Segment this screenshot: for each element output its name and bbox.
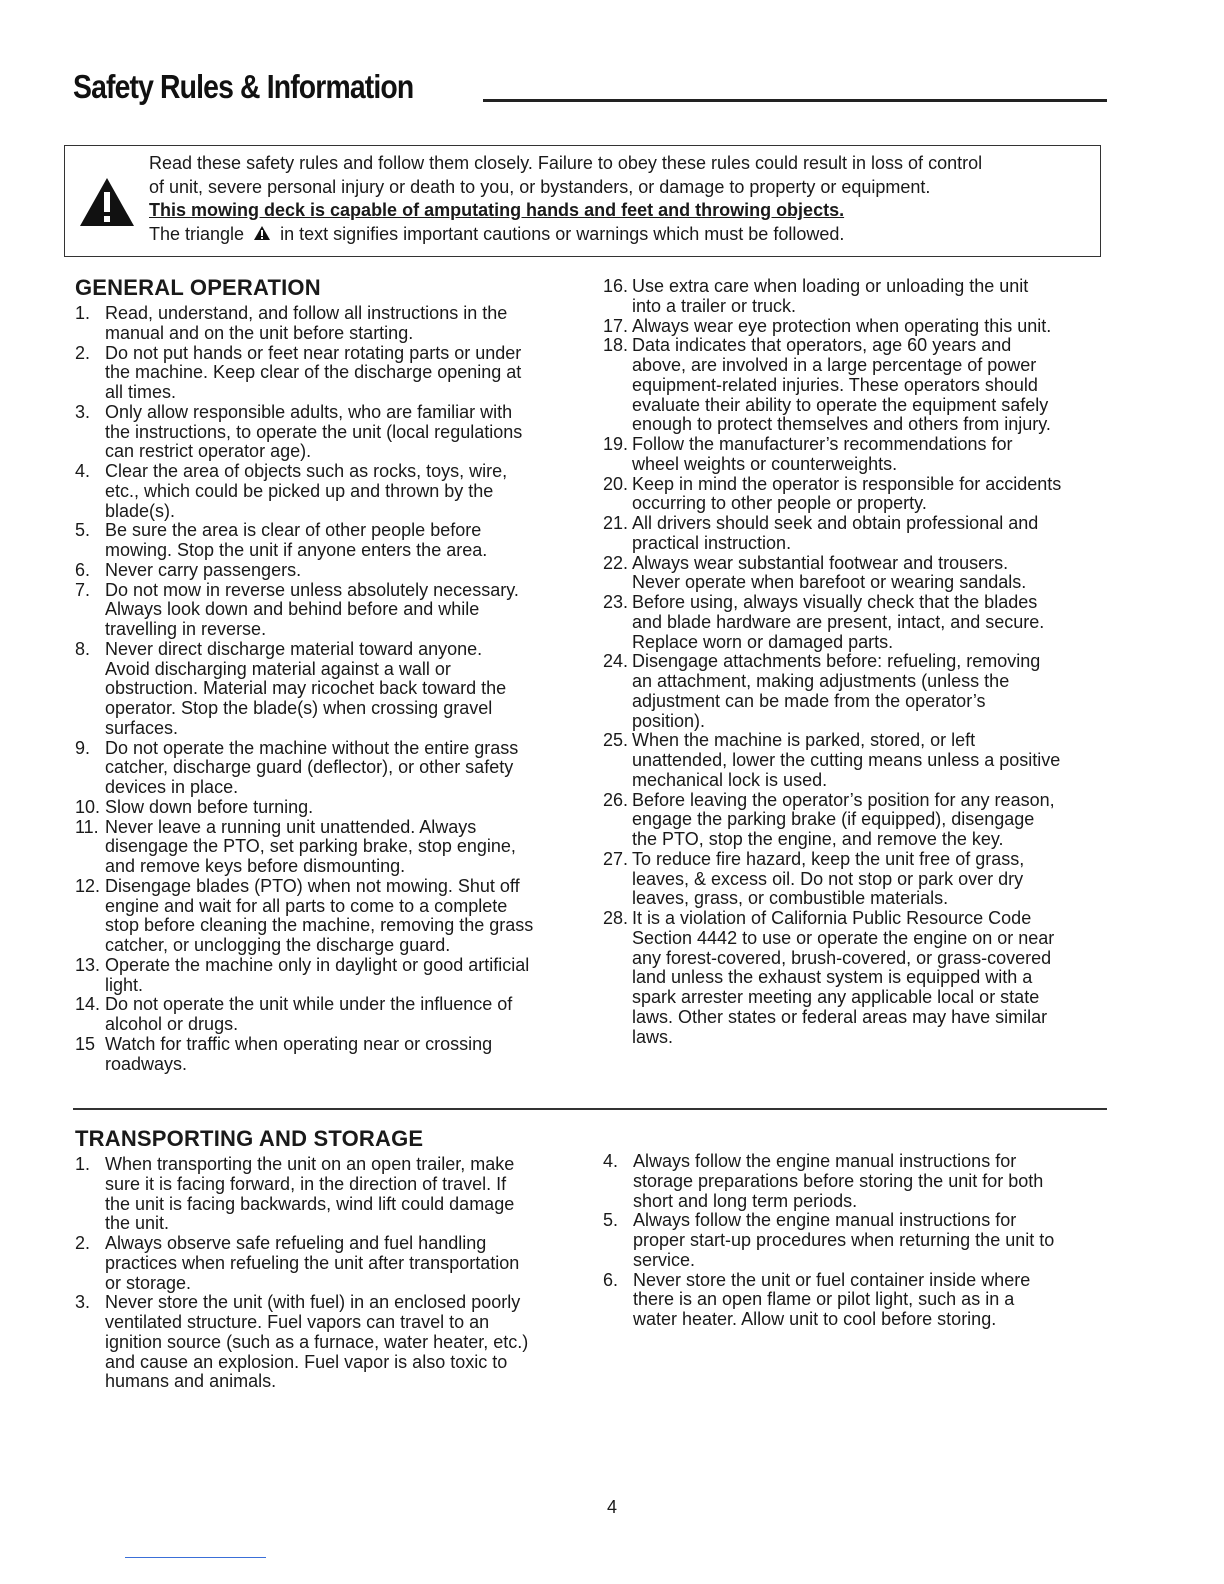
item-line: occurring to other people or property.	[632, 493, 927, 514]
item-text	[105, 403, 580, 462]
item-line: Do not operate the machine without the entire grass	[105, 737, 519, 758]
safety-warning-box	[64, 145, 1101, 257]
item-line: Data indicates that operators, age 60 years and	[632, 335, 1012, 356]
item-number: 5.	[75, 520, 91, 541]
list-item	[603, 514, 1108, 554]
transport-storage-left-column	[75, 1127, 580, 1392]
item-line: Keep in mind the operator is responsible for accidents	[632, 473, 1062, 494]
item-line: practical instruction.	[632, 532, 792, 553]
footer-line	[125, 1557, 266, 1558]
item-number: 6.	[75, 559, 91, 580]
list-item	[603, 336, 1108, 435]
item-line: surfaces.	[105, 717, 179, 738]
item-line: catcher, or unclogging the discharge guard.	[105, 935, 451, 955]
item-number: 24.	[603, 651, 629, 672]
item-line: land unless the exhaust system is equipped with a	[632, 967, 1033, 988]
item-text	[632, 731, 1108, 790]
item-number: 17.	[603, 315, 629, 336]
item-number: 2.	[75, 342, 91, 363]
list-item	[603, 1211, 1108, 1270]
item-line: Before using, always visually check that the blades	[632, 592, 1038, 612]
item-text	[105, 995, 580, 1035]
item-number: 13.	[75, 954, 101, 975]
item-line: Replace worn or damaged parts.	[632, 631, 894, 652]
item-number: 1.	[75, 303, 91, 323]
item-text	[105, 640, 580, 739]
item-number: 8.	[75, 638, 91, 659]
list-item	[603, 1152, 1108, 1211]
item-text	[632, 277, 1108, 317]
item-line: leaves, grass, or combustible materials.	[632, 888, 949, 909]
item-text	[105, 877, 580, 956]
item-text	[633, 1271, 1108, 1330]
item-line: roadways.	[105, 1053, 188, 1074]
item-line: Never store the unit or fuel container inside where	[633, 1269, 1031, 1290]
item-number: 25.	[603, 730, 629, 751]
item-text	[105, 818, 580, 877]
item-line: spark arrester meeting any applicable local or state	[632, 987, 1040, 1007]
item-line: position).	[632, 710, 706, 731]
item-line: an attachment, making adjustments (unless the	[632, 671, 1010, 691]
item-line: unattended, lower the cutting means unless a positive	[632, 750, 1061, 770]
item-line: there is an open flame or pilot light, such as in a	[633, 1289, 1015, 1310]
list-item	[75, 1155, 580, 1234]
triangle-note-post: in text signifies important cautions or warnings which must be followed.	[280, 223, 845, 244]
item-line: Read, understand, and follow all instructions in the	[105, 303, 508, 323]
item-line: stop before cleaning the machine, removing the grass	[105, 915, 534, 936]
item-line: Never leave a running unit unattended. Always	[105, 816, 477, 837]
general-operation-heading: GENERAL OPERATION	[75, 275, 321, 300]
item-line: Always observe safe refueling and fuel handling	[105, 1233, 487, 1253]
list-item	[75, 462, 580, 521]
item-line: alcohol or drugs.	[105, 1014, 239, 1034]
item-line: Never store the unit (with fuel) in an enclosed poorly	[105, 1292, 521, 1313]
item-line: Always wear substantial footwear and trousers.	[632, 552, 1009, 573]
list-item	[603, 850, 1108, 909]
item-line: laws. Other states or federal areas may have similar	[632, 1006, 1048, 1027]
list-item	[75, 1035, 580, 1075]
item-text	[632, 791, 1108, 850]
item-line: Do not put hands or feet near rotating parts or under	[105, 342, 522, 363]
item-number: 1.	[75, 1154, 91, 1174]
item-text	[105, 1234, 580, 1293]
item-number: 26.	[603, 789, 629, 810]
list-item	[75, 798, 580, 818]
list-item	[75, 818, 580, 877]
warning-triangle-icon	[78, 176, 136, 228]
item-number: 27.	[603, 848, 629, 869]
warning-line-2: of unit, severe personal injury or death to you, or bystanders, or damage to property or equipment.	[149, 176, 931, 197]
item-text	[632, 435, 1108, 475]
item-line: evaluate their ability to operate the equipment safely	[632, 394, 1049, 415]
list-item	[75, 877, 580, 956]
list-item	[603, 652, 1108, 731]
item-line: Never operate when barefoot or wearing sandals.	[632, 572, 1027, 593]
section-divider	[73, 1108, 1107, 1110]
item-line: Avoid discharging material against a wall or	[105, 658, 451, 679]
item-text	[632, 593, 1108, 652]
item-line: the PTO, stop the engine, and remove the key.	[632, 829, 1004, 849]
transport-storage-heading: TRANSPORTING AND STORAGE	[75, 1126, 424, 1151]
item-text	[632, 850, 1108, 909]
item-line: equipment-related injuries. These operators should	[632, 374, 1038, 395]
item-line: mowing. Stop the unit if anyone enters the area.	[105, 540, 488, 560]
item-text	[105, 1035, 580, 1075]
list-item	[75, 561, 580, 581]
list-item	[603, 475, 1108, 515]
item-line: Operate the machine only in daylight or good artificial	[105, 954, 530, 975]
list-item	[75, 739, 580, 798]
item-line: water heater. Allow unit to cool before storing.	[633, 1309, 997, 1329]
item-line: manual and on the unit before starting.	[105, 322, 414, 343]
item-line: Do not operate the unit while under the influence of	[105, 994, 513, 1015]
item-text	[632, 554, 1108, 594]
item-line: engage the parking brake (if equipped), disengage	[632, 809, 1035, 830]
list-item	[603, 731, 1108, 790]
item-line: Only allow responsible adults, who are familiar with	[105, 401, 513, 422]
item-line: service.	[633, 1249, 696, 1270]
item-number: 2.	[75, 1233, 91, 1253]
list-item	[603, 791, 1108, 850]
item-text	[632, 336, 1108, 435]
item-text	[105, 561, 580, 581]
item-line: above, are involved in a large percentage of power	[632, 355, 1037, 375]
item-line: humans and animals.	[105, 1371, 277, 1392]
item-number: 23.	[603, 592, 629, 612]
item-number: 10.	[75, 796, 101, 817]
item-number: 15	[75, 1033, 96, 1054]
item-line: the instructions, to operate the unit (local regulations	[105, 421, 523, 442]
item-text	[105, 798, 580, 818]
item-line: ventilated structure. Fuel vapors can travel to an	[105, 1312, 490, 1332]
item-line: Clear the area of objects such as rocks, toys, wire,	[105, 461, 508, 481]
item-line: It is a violation of California Public Resource Code	[632, 908, 1032, 928]
item-line: Watch for traffic when operating near or crossing	[105, 1033, 493, 1054]
warning-text	[149, 152, 1089, 246]
item-line: adjustment can be made from the operator’s	[632, 690, 986, 711]
item-number: 16.	[603, 276, 629, 296]
list-item	[603, 554, 1108, 594]
item-number: 4.	[75, 461, 91, 481]
item-number: 5.	[603, 1210, 619, 1231]
item-line: To reduce fire hazard, keep the unit free of grass,	[632, 848, 1025, 869]
item-line: Section 4442 to use or operate the engine on or near	[632, 927, 1055, 948]
item-line: catcher, discharge guard (deflector), or other safety	[105, 757, 514, 778]
item-number: 20.	[603, 473, 629, 494]
item-text	[105, 1293, 580, 1392]
item-line: Always follow the engine manual instructions for	[633, 1151, 1017, 1171]
item-text	[632, 909, 1108, 1047]
item-line: laws.	[632, 1026, 674, 1047]
item-line: Use extra care when loading or unloading the unit	[632, 276, 1029, 296]
list-item	[75, 995, 580, 1035]
item-text	[633, 1152, 1108, 1211]
item-line: Before leaving the operator’s position for any reason,	[632, 789, 1055, 810]
item-number: 18.	[603, 335, 629, 356]
page-title: Safety Rules & Information	[73, 68, 414, 105]
item-line: any forest-covered, brush-covered, or grass-covered	[632, 947, 1052, 968]
item-line: the unit is facing backwards, wind lift could damage	[105, 1193, 515, 1214]
item-line: all times.	[105, 382, 177, 402]
general-operation-right-column	[603, 277, 1108, 1047]
title-rule	[483, 99, 1107, 102]
list-item	[603, 593, 1108, 652]
transport-storage-right-column	[603, 1152, 1108, 1330]
item-line: sure it is facing forward, in the direction of travel. If	[105, 1173, 507, 1194]
item-line: travelling in reverse.	[105, 619, 267, 639]
item-text	[105, 462, 580, 521]
item-text	[632, 514, 1108, 554]
item-line: mechanical lock is used.	[632, 769, 828, 790]
inline-warning-triangle-icon	[253, 225, 271, 241]
item-line: Always follow the engine manual instructions for	[633, 1210, 1017, 1231]
item-line: Be sure the area is clear of other people before	[105, 520, 482, 541]
item-line: and blade hardware are present, intact, and secure.	[632, 611, 1045, 632]
item-number: 28.	[603, 908, 629, 928]
item-number: 12.	[75, 875, 101, 896]
item-line: Never carry passengers.	[105, 559, 302, 580]
item-text	[632, 317, 1108, 337]
item-line: can restrict operator age).	[105, 441, 312, 462]
item-line: disengage the PTO, set parking brake, stop engine,	[105, 836, 516, 857]
item-text	[105, 956, 580, 996]
item-line: engine and wait for all parts to come to a complete	[105, 895, 508, 916]
item-line: storage preparations before storing the unit for both	[633, 1170, 1044, 1191]
list-item	[75, 1234, 580, 1293]
general-operation-left-column	[75, 276, 580, 1074]
list-item	[75, 1293, 580, 1392]
item-number: 3.	[75, 401, 91, 422]
item-line: Do not mow in reverse unless absolutely necessary.	[105, 579, 519, 600]
item-number: 11.	[75, 816, 99, 837]
warning-line-1: Read these safety rules and follow them closely. Failure to obey these rules could result in loss of control	[149, 153, 983, 173]
item-line: light.	[105, 974, 144, 995]
item-text	[105, 1155, 580, 1234]
item-line: into a trailer or truck.	[632, 295, 797, 316]
list-item	[603, 435, 1108, 475]
list-item	[75, 304, 580, 344]
list-item	[75, 956, 580, 996]
list-item	[75, 581, 580, 640]
item-line: the machine. Keep clear of the discharge opening at	[105, 362, 522, 383]
item-line: practices when refueling the unit after transportation	[105, 1252, 520, 1273]
item-line: When transporting the unit on an open trailer, make	[105, 1154, 515, 1174]
list-item	[603, 909, 1108, 1047]
item-line: proper start-up procedures when returning the unit to	[633, 1230, 1055, 1250]
item-text	[105, 581, 580, 640]
item-number: 21.	[603, 513, 629, 533]
item-line: Never direct discharge material toward anyone.	[105, 638, 483, 659]
list-item	[603, 1271, 1108, 1330]
item-number: 9.	[75, 737, 91, 758]
item-number: 7.	[75, 579, 91, 600]
item-number: 22.	[603, 552, 629, 573]
item-number: 14.	[75, 994, 101, 1015]
item-line: obstruction. Material may ricochet back toward the	[105, 678, 507, 699]
item-line: Disengage blades (PTO) when not mowing. Shut off	[105, 875, 520, 896]
item-number: 4.	[603, 1151, 619, 1171]
item-number: 6.	[603, 1269, 619, 1290]
list-item	[603, 277, 1108, 317]
item-line: the unit.	[105, 1213, 170, 1234]
item-text	[632, 652, 1108, 731]
item-line: When the machine is parked, stored, or left	[632, 730, 976, 751]
item-line: Follow the manufacturer’s recommendations for	[632, 434, 1013, 454]
item-line: Slow down before turning.	[105, 796, 314, 817]
item-line: leaves, & excess oil. Do not stop or park over dry	[632, 868, 1024, 889]
item-line: Disengage attachments before: refueling, removing	[632, 651, 1041, 672]
item-text	[105, 344, 580, 403]
item-line: All drivers should seek and obtain professional and	[632, 513, 1039, 533]
item-text	[105, 304, 580, 344]
item-line: and remove keys before dismounting.	[105, 856, 406, 876]
item-text	[105, 739, 580, 798]
item-text	[633, 1211, 1108, 1270]
page-number: 4	[606, 1497, 617, 1517]
item-line: devices in place.	[105, 777, 239, 797]
item-line: or storage.	[105, 1272, 192, 1293]
item-line: blade(s).	[105, 500, 176, 521]
item-line: operator. Stop the blade(s) when crossing gravel	[105, 698, 493, 718]
list-item	[75, 344, 580, 403]
list-item	[75, 640, 580, 739]
item-line: wheel weights or counterweights.	[632, 453, 898, 474]
list-item	[75, 521, 580, 561]
warning-line-4	[149, 223, 1089, 247]
item-text	[105, 521, 580, 561]
triangle-note-pre: The triangle	[149, 223, 245, 244]
item-number: 19.	[603, 434, 629, 454]
item-line: short and long term periods.	[633, 1190, 858, 1211]
item-line: Always wear eye protection when operating this unit.	[632, 315, 1052, 336]
item-text	[632, 475, 1108, 515]
warning-amputation-notice: This mowing deck is capable of amputating hands and feet and throwing objects.	[149, 200, 845, 220]
item-line: etc., which could be picked up and thrown by the	[105, 480, 494, 501]
item-line: Always look down and behind before and while	[105, 599, 480, 620]
list-item	[603, 317, 1108, 337]
item-line: ignition source (such as a furnace, water heater, etc.)	[105, 1331, 529, 1352]
list-item	[75, 403, 580, 462]
item-line: and cause an explosion. Fuel vapor is also toxic to	[105, 1351, 508, 1372]
item-line: enough to protect themselves and others from injury.	[632, 414, 1051, 435]
item-number: 3.	[75, 1292, 91, 1313]
